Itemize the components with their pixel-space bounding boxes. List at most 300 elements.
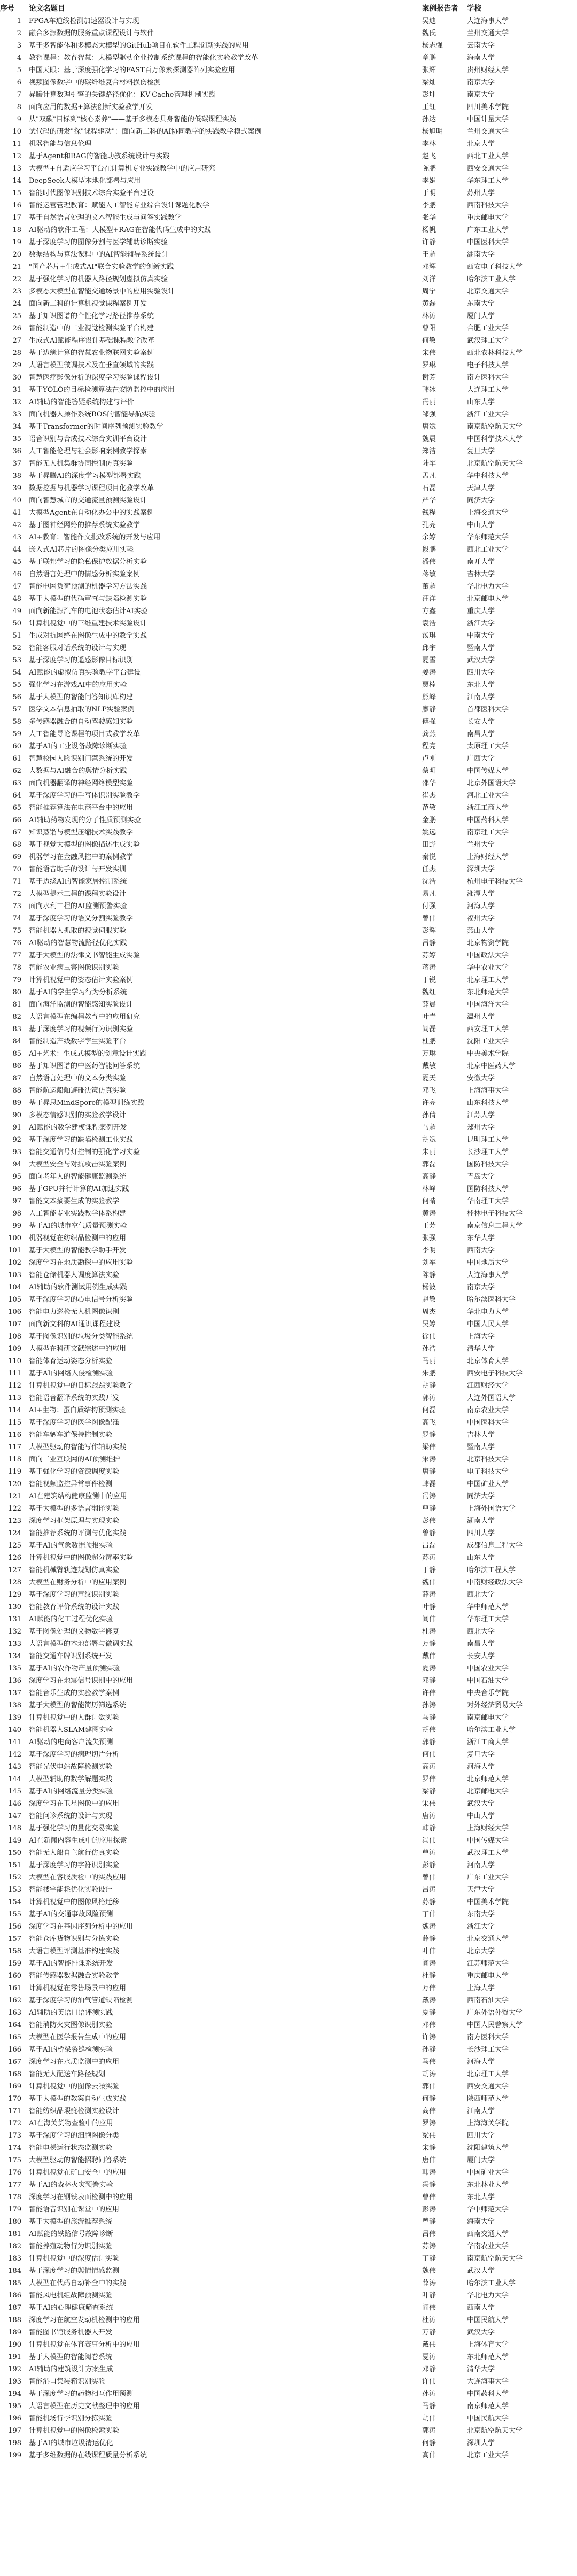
row-reporter: 蒋涛 [422,964,436,972]
table-row [0,113,577,126]
row-reporter: 姚远 [422,829,436,837]
row-title: 面向机器人操作系统ROS的智能导航实验 [29,411,156,419]
row-reporter: 杜涛 [422,1628,436,1636]
row-reporter: 周杰 [422,1308,436,1316]
row-title: 中国天眼：基于深度强化学习的FAST百万像素探测器阵列实验应用 [29,66,235,74]
row-school: 贵州财经大学 [467,66,509,74]
row-reporter: 严华 [422,497,436,505]
table-row [0,1835,577,1847]
row-school: 上海海事大学 [467,1087,509,1095]
row-reporter: 苏涛 [422,1554,436,1562]
row-reporter: 阎涛 [422,1960,436,1968]
row-reporter: 高伟 [422,2107,436,2115]
row-no: 117 [8,1443,21,1451]
table-row [0,2400,577,2412]
row-no: 66 [12,816,21,824]
row-title: 计算机视觉中的图像超分辨率实验 [29,1554,134,1562]
row-school: 北京中医药大学 [467,1062,516,1070]
table-row [0,1121,577,1134]
table-row [0,298,577,310]
table-row [0,1048,577,1060]
row-school: 成都信息工程大学 [467,1542,523,1550]
table-row [0,1503,577,1515]
row-school: 浙江大学 [467,620,495,628]
row-no: 92 [12,1136,21,1144]
row-no: 54 [12,669,21,677]
row-reporter: 胡涛 [422,2070,436,2078]
row-school: 湖南大学 [467,251,495,259]
row-no: 193 [8,2378,21,2386]
row-no: 155 [8,1910,21,1919]
row-school: 四川大学 [467,669,495,677]
row-reporter: 傅强 [422,718,436,726]
row-reporter: 杜静 [422,1972,436,1980]
row-title: 智能语音助手的设计与开发实训 [29,865,127,873]
row-no: 83 [12,1025,21,1033]
row-title: 深度学习在地震信号识别中的应用 [29,1677,134,1685]
row-title: 智能推荐系统的评测与优化实践 [29,1529,127,1537]
row-school: 北京邮电大学 [467,595,509,603]
row-school: 南京师范大学 [467,2402,509,2410]
row-no: 142 [8,1751,21,1759]
row-reporter: 徐伟 [422,1333,436,1341]
row-no: 99 [12,1222,21,1230]
row-school: 海南大学 [467,54,495,62]
row-title: 智能传感器数据融合实验教学 [29,1972,120,1980]
row-school: 华中科技大学 [467,472,509,480]
row-title: 智能养殖动物行为识别实验 [29,2242,113,2250]
row-no: 61 [12,755,21,763]
row-title: AI在建筑结构健康监测中的应用 [29,1492,127,1500]
table-row [0,802,577,814]
row-no: 104 [8,1283,21,1291]
row-reporter: 戴敏 [422,1062,436,1070]
table-row [0,1257,577,1269]
row-no: 2 [17,29,21,37]
row-reporter: 夏涛 [422,1665,436,1673]
table-row [0,1380,577,1392]
row-no: 175 [8,2156,21,2164]
row-title: 智能无人配送车路径规划 [29,2070,106,2078]
row-school: 华北电力大学 [467,2292,509,2300]
table-row [0,384,577,396]
table-row [0,999,577,1011]
row-no: 149 [8,1837,21,1845]
table-row [0,1011,577,1023]
row-no: 5 [17,66,21,74]
row-reporter: 魏晨 [422,435,436,443]
table-row [0,1785,577,1798]
table-row [0,949,577,962]
table-row [0,138,577,150]
table-row [0,1601,577,1613]
row-school: 中央音乐学院 [467,1689,509,1697]
row-reporter: 王芳 [422,1222,436,1230]
row-title: 基于深度学习的声纹识别实验 [29,1591,120,1599]
row-title: 基于大模型的智能简历筛选系统 [29,1701,127,1709]
row-school: 哈尔滨工业大学 [467,1726,516,1734]
table-row [0,1749,577,1761]
row-school: 南昌大学 [467,730,495,738]
row-reporter: 曹静 [422,1505,436,1513]
row-school: 中国计量大学 [467,115,509,123]
row-reporter: 郭静 [422,1738,436,1746]
table-row [0,839,577,851]
row-no: 97 [12,1197,21,1205]
row-reporter: 王超 [422,251,436,259]
table-row [0,1367,577,1380]
row-reporter: 梁伟 [422,2132,436,2140]
row-reporter: 许静 [422,238,436,246]
row-no: 171 [8,2107,21,2115]
row-title: 大模型+自适应学习平台在计算机专业实践教学中的应用研究 [29,165,215,173]
row-reporter: 汤琪 [422,632,436,640]
row-reporter: 曾静 [422,2218,436,2226]
row-school: 北京科技大学 [467,1456,509,1464]
row-no: 187 [8,2304,21,2312]
row-reporter: 许伟 [422,2378,436,2386]
row-school: 大连海事大学 [467,2378,509,2386]
table-row [0,1392,577,1404]
table-row [0,1958,577,1970]
row-school: 兰州交通大学 [467,128,509,136]
table-row [0,1085,577,1097]
table-row [0,2142,577,2154]
table-row [0,2056,577,2068]
row-school: 中国石油大学 [467,1677,509,1685]
row-reporter: 曾伟 [422,1874,436,1882]
row-school: 中国药科大学 [467,2390,509,2398]
row-title: 基于AI的智能排课系统开发 [29,1960,113,1968]
row-no: 160 [8,1972,21,1980]
row-reporter: 田野 [422,841,436,849]
row-title: 智能时代图像识别技术综合实验平台建设 [29,189,154,197]
row-title: 基于图像识别的垃圾分类智能系统 [29,1333,134,1341]
table-row [0,519,577,531]
table-row [0,826,577,839]
row-no: 108 [8,1333,21,1341]
row-title: 基于深度学习的缺陷检测工业实践 [29,1136,134,1144]
row-no: 82 [12,1013,21,1021]
table-row [0,1269,577,1281]
row-school: 厦门大学 [467,312,495,320]
table-row [0,322,577,335]
row-no: 109 [8,1345,21,1353]
table-row [0,777,577,790]
row-no: 21 [12,263,21,271]
table-row [0,937,577,949]
row-title: 基于AI的心理健康筛查系统 [29,2304,113,2312]
row-title: 面向新工科的计算机视觉课程案例开发 [29,300,147,308]
table-row [0,1208,577,1220]
row-reporter: 石磊 [422,484,436,492]
table-row [0,2154,577,2167]
row-reporter: 廖静 [422,706,436,714]
row-reporter: 赵飞 [422,152,436,160]
row-school: 中国美术学院 [467,1898,509,1906]
table-row [0,1527,577,1540]
row-reporter: 冯丽 [422,398,436,406]
row-reporter: 陆军 [422,460,436,468]
row-no: 38 [12,472,21,480]
row-title: AI赋能的铁路信号故障诊断 [29,2230,113,2238]
row-title: 基于视觉大模型的图像描述生成实验 [29,841,141,849]
table-row [0,1417,577,1429]
table-row [0,1183,577,1195]
row-title: AI辅助的软件测试用例生成实践 [29,1283,127,1291]
row-title: 基于深度学习的病理切片分析 [29,1751,120,1759]
row-school: 重庆大学 [467,607,495,615]
row-school: 长沙理工大学 [467,2046,509,2054]
row-reporter: 罗涛 [422,2119,436,2128]
table-row [0,2068,577,2080]
row-no: 189 [8,2329,21,2337]
row-reporter: 沈浩 [422,878,436,886]
row-reporter: 郭磊 [422,1161,436,1169]
row-title: 知识蒸馏与模型压缩技术实践教学 [29,829,134,837]
row-reporter: 冯涛 [422,1492,436,1500]
table-row [0,372,577,384]
row-no: 147 [8,1812,21,1820]
row-reporter: 李鹏 [422,202,436,210]
row-reporter: 邵华 [422,779,436,787]
row-title: 机器视觉在纺织品检测中的应用 [29,1234,127,1242]
row-no: 23 [12,288,21,296]
row-title: 大模型在医学报告生成中的应用 [29,2033,127,2041]
row-title: 深度学习在基因序列分析中的应用 [29,1923,134,1931]
row-title: 计算机视觉中的图像去噪实验 [29,2083,120,2091]
row-no: 57 [12,706,21,714]
row-title: 基于深度学习的心电信号分析实验 [29,1296,134,1304]
row-school: 中山大学 [467,1812,495,1820]
row-title: 昇腾计算数理引擎的关键路径优化：KV-Cache管理机制实践 [29,91,216,99]
row-reporter: 孟凡 [422,472,436,480]
row-title: FPGA车道线检测加速器设计与实现 [29,17,139,25]
row-reporter: 马丽 [422,1357,436,1365]
row-school: 东北大学 [467,2193,495,2201]
row-no: 173 [8,2132,21,2140]
row-school: 东北师范大学 [467,2353,509,2361]
row-title: 面向海洋监测的智能感知实验设计 [29,1001,134,1009]
row-title: 智能体育运动姿态分析实验 [29,1357,113,1365]
row-reporter: 孙涛 [422,1701,436,1709]
row-title: 基于图神经网络的推荐系统实验教学 [29,521,141,529]
table-row [0,593,577,605]
row-school: 中南大学 [467,632,495,640]
row-title: 智能机场行李识别分拣实验 [29,2415,113,2423]
row-no: 37 [12,460,21,468]
row-school: 四川美术学院 [467,103,509,111]
row-no: 8 [17,103,21,111]
table-row [0,2216,577,2228]
table-row [0,2289,577,2302]
row-no: 73 [12,902,21,910]
row-reporter: 高飞 [422,1419,436,1427]
table-row [0,187,577,199]
row-school: 北京师范大学 [467,1775,509,1783]
table-row [0,150,577,163]
row-no: 176 [8,2169,21,2177]
row-reporter: 宋伟 [422,1800,436,1808]
row-reporter: 张华 [422,214,436,222]
table-row [0,1441,577,1453]
row-title: 智能消防火灾图像识别实验 [29,2021,113,2029]
row-school: 西安电子科技大学 [467,263,523,271]
table-row [0,531,577,544]
row-no: 94 [12,1161,21,1169]
row-no: 1 [17,17,21,25]
table-row [0,89,577,101]
row-title: AI在海关货物查验中的应用 [29,2119,113,2128]
table-row [0,1589,577,1601]
row-school: 电子科技大学 [467,361,509,369]
row-title: 计算机视觉中的图像检索实验 [29,2427,120,2435]
row-reporter: 韩磊 [422,1480,436,1488]
row-title: 基于大模型的多语言翻译实验 [29,1505,120,1513]
row-school: 中国人民警察大学 [467,2021,523,2029]
row-title: 多传感器融合的自动驾驶感知实验 [29,718,134,726]
row-title: 面向新能源汽车的电池状态估计AI实验 [29,607,148,615]
row-reporter: 胡斌 [422,1136,436,1144]
row-reporter: 曹涛 [422,1849,436,1857]
row-reporter: 曾伟 [422,915,436,923]
table-row [0,359,577,372]
row-no: 6 [17,79,21,87]
row-title: 智能无人船自主航行仿真实验 [29,1849,120,1857]
row-no: 17 [12,214,21,222]
row-title: 智能楼宇能耗优化实验设计 [29,1886,113,1894]
row-no: 196 [8,2415,21,2423]
row-reporter: 梁伟 [422,1443,436,1451]
row-reporter: 韩涛 [422,2169,436,2177]
row-reporter: 任杰 [422,865,436,873]
row-no: 144 [8,1775,21,1783]
row-no: 64 [12,792,21,800]
row-title: 智能客服对话系统的设计与实现 [29,644,127,652]
row-title: AI+艺术：生成式模型的创意设计实践 [29,1050,147,1058]
table-row [0,716,577,728]
row-no: 33 [12,411,21,419]
row-no: 137 [8,1689,21,1697]
row-title: 智能纺织品瑕疵检测实验设计 [29,2107,120,2115]
row-school: 吉林大学 [467,1431,495,1439]
table-row [0,863,577,876]
row-reporter: 邓静 [422,1677,436,1685]
row-school: 深圳大学 [467,2439,495,2447]
row-school: 中国传媒大学 [467,767,509,775]
row-reporter: 宋静 [422,2144,436,2152]
row-title: 教智课程：教育智慧：大模型驱动企业控制系统课程的智能化实验教学改革 [29,54,259,62]
table-row [0,101,577,113]
row-no: 49 [12,607,21,615]
table-row [0,605,577,617]
row-no: 112 [8,1382,21,1390]
table-row [0,1699,577,1712]
row-school: 大连海事大学 [467,17,509,25]
row-school: 桂林电子科技大学 [467,1210,523,1218]
table-row [0,1355,577,1367]
row-no: 87 [12,1074,21,1082]
row-school: 西北农林科技大学 [467,349,523,357]
row-reporter: 孔亮 [422,521,436,529]
row-reporter: 孙浩 [422,1345,436,1353]
row-reporter: 韩冰 [422,386,436,394]
row-reporter: 吴婷 [422,1320,436,1328]
table-row [0,421,577,433]
row-title: 智能风电机组故障预测实验 [29,2292,113,2300]
row-reporter: 卢刚 [422,755,436,763]
row-reporter: 汪洋 [422,595,436,603]
row-title: 基于AI的城市空气质量预测实验 [29,1222,127,1230]
row-school: 苏州大学 [467,189,495,197]
row-title: 智能推荐算法在电商平台中的应用 [29,804,134,812]
table-row [0,433,577,445]
row-school: 东北林业大学 [467,2181,509,2189]
table-row [0,2449,577,2462]
table-header-row [0,2,577,15]
row-school: 上海交通大学 [467,509,509,517]
row-title: 基于联邦学习的隐私保护数据分析实验 [29,558,147,566]
row-no: 121 [8,1492,21,1500]
row-reporter: 许涛 [422,2033,436,2041]
row-no: 192 [8,2365,21,2373]
row-reporter: 袁浩 [422,620,436,628]
row-school: 北京理工大学 [467,976,509,984]
row-school: 南京信息工程大学 [467,1222,523,1230]
row-school: 西安电子科技大学 [467,1370,523,1378]
row-title: 自然语言处理中的情感分析实验案例 [29,570,141,578]
row-no: 167 [8,2058,21,2066]
row-school: 上海财经大学 [467,1824,509,1832]
row-no: 55 [12,681,21,689]
row-reporter: 苏涛 [422,2242,436,2250]
row-school: 山东科技大学 [467,1099,509,1107]
row-school: 中国人民大学 [467,1320,509,1328]
row-no: 122 [8,1505,21,1513]
row-title: AI赋能的化工过程优化实验 [29,1615,113,1623]
table-body [0,15,577,2462]
row-school: 厦门大学 [467,2156,495,2164]
table-row [0,1736,577,1749]
row-no: 151 [8,1861,21,1869]
row-reporter: 朱鹏 [422,1370,436,1378]
table-row [0,1220,577,1232]
row-title: 智能文本摘要生成的实验教学 [29,1197,120,1205]
row-reporter: 孙涛 [422,2390,436,2398]
row-reporter: 张辉 [422,66,436,74]
row-no: 78 [12,964,21,972]
row-no: 72 [12,890,21,898]
row-no: 58 [12,718,21,726]
table-row [0,581,577,593]
row-no: 16 [12,202,21,210]
table-row [0,2031,577,2044]
row-title: 基于AI的森林火灾预警实验 [29,2181,113,2189]
row-title: 面向机器翻译的神经网络模型实验 [29,779,134,787]
row-title: 自然语言处理中的文本分类实验 [29,1074,127,1082]
row-no: 195 [8,2402,21,2410]
row-school: 国防科技大学 [467,1185,509,1193]
row-school: 浙江工业大学 [467,411,509,419]
row-reporter: 曹伟 [422,2193,436,2201]
table-row [0,1023,577,1035]
row-reporter: 段鹏 [422,546,436,554]
row-no: 157 [8,1935,21,1943]
table-row [0,2277,577,2289]
row-title: 智能问诊系统的设计与实现 [29,1812,113,1820]
table-row [0,2044,577,2056]
row-school: 海南大学 [467,2218,495,2226]
